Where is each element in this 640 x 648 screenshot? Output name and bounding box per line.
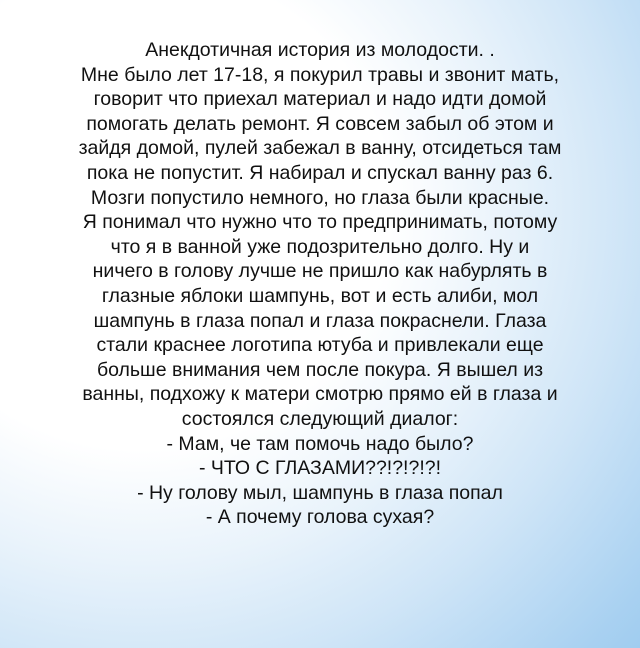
story-line: зайдя домой, пулей забежал в ванну, отсидеться там [78,137,562,160]
story-line: пока не попустит. Я набирал и спускал ванну раз 6. [86,161,554,184]
story-line: стали краснее логотипа ютуба и привлекали еще [96,334,544,357]
story-line: что я в ванной уже подозрительно долго. Ну и [110,235,530,258]
story-line: состоялся следующий диалог: [181,407,459,430]
story-text [0,38,640,530]
dialogue-line: - ЧТО С ГЛАЗАМИ??!?!?!?! [198,457,442,480]
dialogue-line: - Мам, че там помочь надо было? [166,432,474,455]
story-line: шампунь в глаза попал и глаза покраснели. Глаза [93,309,547,332]
story-line: ничего в голову лучше не пришло как набурлять в [92,260,548,283]
story-line: помогать делать ремонт. Я совсем забыл об этом и [86,112,554,135]
dialogue-line: - А почему голова сухая? [205,506,435,529]
dialogue-line: - Ну голову мыл, шампунь в глаза попал [137,481,503,504]
story-line: говорит что приехал материал и надо идти домой [93,88,547,111]
story-title: Анекдотичная история из молодости. . [145,39,495,61]
story-line: глазные яблоки шампунь, вот и есть алиби, мол [101,284,539,307]
story-line: Мне было лет 17-18, я покурил травы и звонит мать, [80,63,560,86]
story-line: ванны, подхожу к матери смотрю прямо ей в глаза и [82,383,558,406]
story-line: Я понимал что нужно что то предпринимать, потому [82,211,558,234]
story-line: больше внимания чем после покура. Я вышел из [96,358,544,381]
story-line: Мозги попустило немного, но глаза были красные. [90,186,550,209]
